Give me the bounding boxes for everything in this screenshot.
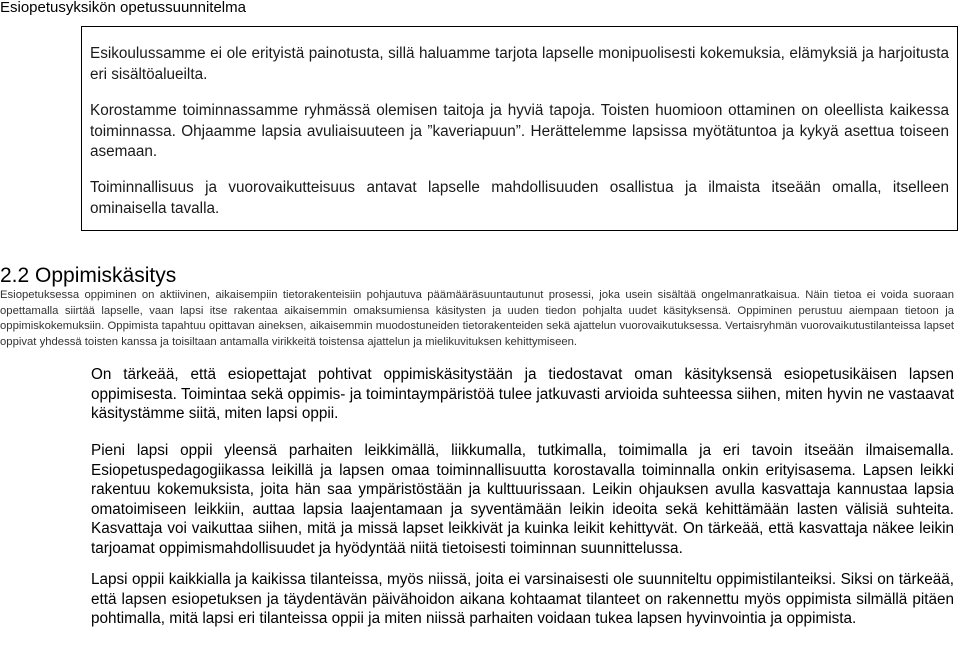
section-heading: 2.2 Oppimiskäsitys <box>0 264 177 287</box>
box-paragraph: Korostamme toiminnassamme ryhmässä olemisen taitoja ja hyviä tapoja. Toisten huomioon ottaminen on oleellista kaikessa toiminnassa. Ohjaamme lapsia avuliaisuuteen ja ”kaveriapuun”. Herättelemme lapsissa myötätuntoa ja kykyä asettua toiseen asemaan. <box>90 102 949 160</box>
school-profile-box <box>81 26 958 231</box>
document-title: Esiopetusyksikön opetussuunnitelma <box>0 0 246 16</box>
body-paragraph: Lapsi oppii kaikkialla ja kaikissa tilanteissa, myös niissä, joita ei varsinaisesti ole suunniteltu oppimistilanteiksi. Siksi on tärkeää, että lapsen esiopetuksen ja täydentävän päivähoidon aikana kohtaamat tilanteet on rakennettu myös oppimista silmällä pitäen pohtimalla, mitä lapsi eri tilanteissa oppii ja miten niissä parhaiten voidaan tukea lapsen hyvinvointia ja oppimista. <box>91 571 954 628</box>
body-paragraph: Pieni lapsi oppii yleensä parhaiten leikkimällä, liikkumalla, tutkimalla, toimimalla ja eri tavoin itseään ilmaisemalla. Esiopetuspedagogiikassa leikillä ja lapsen omaa toiminnallisuutta korostavalla toiminnalla onkin erityisasema. Lapsen leikki rakentuu kokemuksista, joita hän saa ympäristöstään ja kulttuurissaan. Leikin ohjauksen avulla kasvattaja kannustaa lapsia omatoimiseen leikkiin, auttaa lapsia laajentamaan ja syventämään leikin ideoita sekä kehittämään lasten välisiä suhteita. Kasvattaja voi vaikuttaa siihen, mitä ja missä lapset leikkivät ja kuinka leikit kehittyvät. On tärkeää, että kasvattaja näkee leikin tarjoamat oppimismahdollisuudet ja hyödyntää niitä tietoisesti toiminnan suunnittelussa. <box>91 442 954 557</box>
box-paragraph: Esikoulussamme ei ole erityistä painotusta, sillä haluamme tarjota lapselle monipuolisesti kokemuksia, elämyksiä ja harjoitusta eri sisältöalueilta. <box>90 45 949 83</box>
section-intro: Esiopetuksessa oppiminen on aktiivinen, aikaisempiin tietorakenteisiin pohjautuva päämääräsuuntautunut prosessi, joka usein sisältää ongelmanratkaisua. Näin tietoa ei voida suoraan opettamalla siirtää lapselle, vaan lapsi itse rakentaa aikaisemmin omaksumiensa käsitysten ja uuden tiedon pohjalta uudet käsityksensä. Oppiminen perustuu aiempaan tietoon ja oppimiskokemuksiin. Oppimista tapahtuu opittavan aineksen, aikaisemmin muodostuneiden tietorakenteiden sekä ajattelun vuorovaikutuksessa. Vertaisryhmän vuorovaikutustilanteissa lapset oppivat yhdessä toisten kanssa ja toisiltaan antamalla virikkeitä toistensa ajattelun ja mielikuvituksen kehittymiseen. <box>0 289 954 349</box>
body-paragraph: On tärkeää, että esiopettajat pohtivat oppimiskäsitystään ja tiedostavat oman käsityksensä esiopetusikäisen lapsen oppimisesta. Toimintaa sekä oppimis- ja toimintaympäristöä tulee jatkuvasti arvioida suhteessa siihen, miten hyvin ne vastaavat käsitystämme siitä, miten lapsi oppii. <box>91 366 954 423</box>
box-paragraph: Toiminnallisuus ja vuorovaikutteisuus antavat lapselle mahdollisuuden osallistua ja ilmaista itseään omalla, itselleen ominaisella tavalla. <box>90 179 949 217</box>
